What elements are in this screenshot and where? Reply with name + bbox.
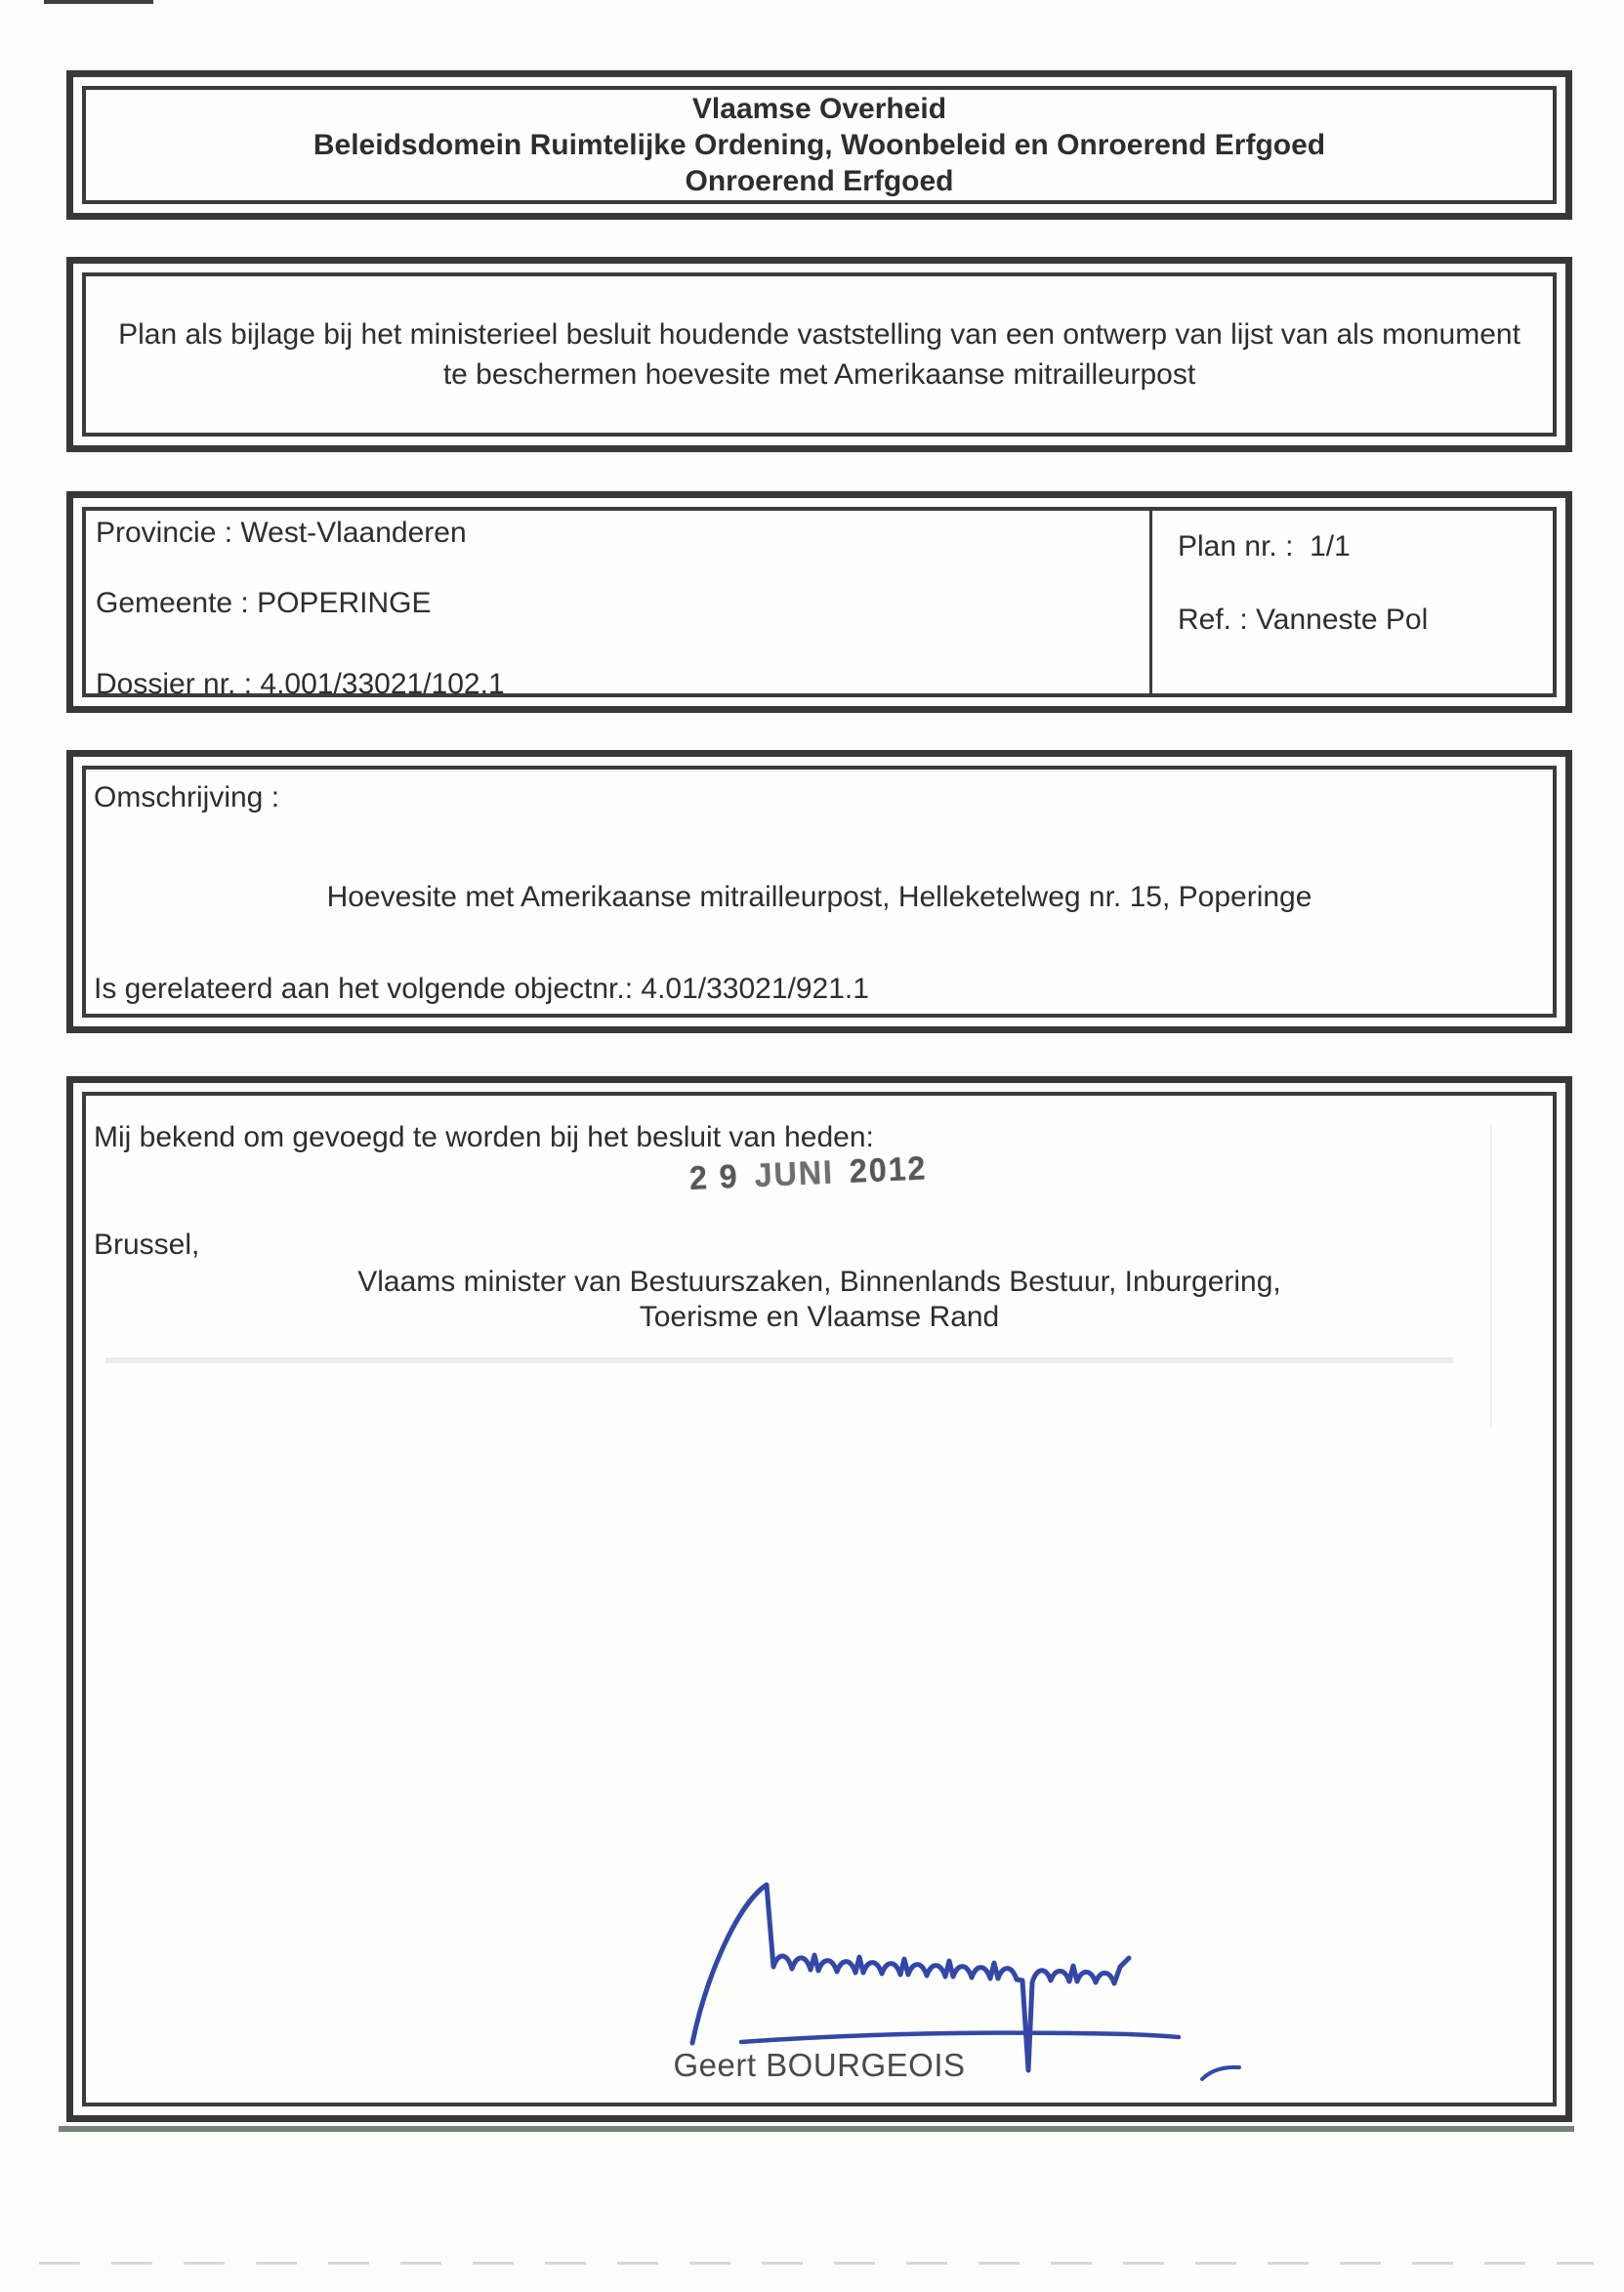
signatory-name: Geert BOURGEOIS [673,2047,966,2083]
scan-artifact-dotted-line [39,2262,1594,2265]
signature-box-inner [82,1092,1557,2106]
stamp-year: 2012 [849,1149,929,1190]
scan-artifact-streak [1490,1125,1492,1428]
description-box-inner [82,766,1557,1018]
attestation-statement: Mij bekend om gevoegd te worden bij het besluit van heden: [94,1121,874,1153]
plan-number-line: Plan nr. : 1/1 [1178,530,1351,563]
date-stamp [688,1149,928,1198]
info-box [66,491,1572,713]
agency-name: Vlaamse Overheid [691,93,947,125]
info-right-column [1152,511,1553,693]
header-box [66,70,1572,220]
dossier-number-line: Dossier nr. : 4.001/33021/102.1 [96,668,505,700]
signature-underline [741,2033,1179,2042]
scan-artifact-top-mark [44,0,153,4]
reference-line: Ref. : Vanneste Pol [1178,604,1429,636]
related-object-line: Is gerelateerd aan het volgende objectnr.: 4.01/33021/921.1 [94,973,869,1005]
policy-domain: Beleidsdomein Ruimtelijke Ordening, Woonbeleid en Onroerend Erfgoed [312,129,1326,161]
scan-artifact-smear [105,1357,1453,1363]
description-label: Omschrijving : [94,781,280,813]
plan-title: Plan als bijlage bij het ministerieel besluit houdende vaststelling van een ontwerp van lijst van als monument te beschermen hoevesite met Amerikaanse mitrailleurpost [118,318,1520,391]
description-box [66,750,1572,1033]
minister-title-line1: Vlaams minister van Bestuurszaken, Binnenlands Bestuur, Inburgering, [357,1266,1281,1298]
scan-artifact-bottom-edge [59,2126,1574,2132]
minister-title-line2: Toerisme en Vlaamse Rand [639,1301,1000,1333]
title-box [66,257,1572,452]
info-left-column [86,511,1152,700]
info-box-inner [82,507,1557,700]
municipality-line: Gemeente : POPERINGE [96,587,432,619]
city-line: Brussel, [94,1229,200,1261]
title-box-inner [82,272,1557,437]
header-box-inner [82,86,1557,204]
description-text: Hoevesite met Amerikaanse mitrailleurpost, Helleketelweg nr. 15, Poperinge [326,881,1312,913]
stamp-month: JUNI [753,1153,835,1195]
province-line: Provincie : West-Vlaanderen [96,517,467,549]
signature-box [66,1076,1572,2122]
agency-subdivision: Onroerend Erfgoed [685,165,954,197]
stamp-day: 2 9 [688,1157,740,1197]
